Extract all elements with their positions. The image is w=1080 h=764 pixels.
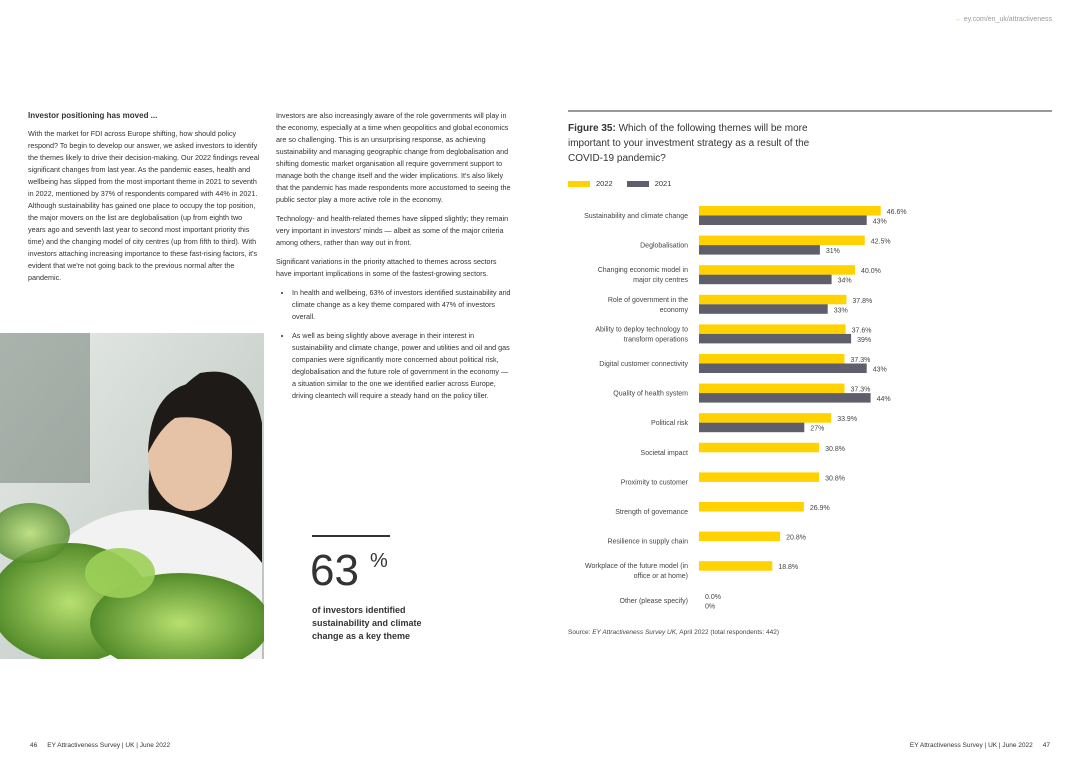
footer-right: [910, 742, 1050, 749]
category-label-line: Role of government in the: [607, 296, 688, 304]
figure-question: Which of the following themes will be more important to your investment strategy as a result of the COVID-19 pandemic?: [568, 123, 810, 164]
category-label-line: Sustainability and climate change: [584, 213, 688, 220]
category-label: [620, 598, 688, 605]
category-label-line: Political risk: [651, 420, 688, 428]
bar-2021: [699, 216, 867, 226]
section-heading: Investor positioning has moved ...: [28, 111, 158, 120]
legend-label: 2022: [596, 179, 613, 188]
data-label-2022: 37.3%: [850, 386, 871, 394]
category-label-line: Other (please specify): [619, 597, 688, 605]
bar-2022: [699, 206, 881, 216]
legend-swatch: [568, 181, 590, 187]
data-label-2022: 20.8%: [786, 534, 806, 542]
bar-2021: [699, 423, 804, 433]
bar-2022: [699, 472, 819, 482]
data-label-2022: 46.6%: [886, 209, 907, 216]
bar-2022: [699, 413, 831, 423]
data-label-2021: 43%: [872, 218, 887, 226]
data-label-2021: 44%: [876, 396, 891, 404]
category-label: [613, 391, 688, 398]
category-label: [595, 326, 688, 343]
category-label-line: Digital customer connectivity: [599, 361, 688, 368]
researcher-photo: [0, 333, 264, 659]
stat-rule: [312, 535, 390, 537]
data-label-2021: 27%: [810, 425, 825, 433]
bar-2022: [699, 236, 865, 246]
bar-2022: [699, 295, 846, 305]
bar-2022: [699, 443, 819, 453]
bar-2021: [699, 275, 832, 285]
category-label-line: transform operations: [623, 336, 688, 344]
bullet-item: • In health and wellbeing, 63% of investors identified sustainability and climate change as a key theme compared with 47% of investors overall.: [292, 287, 512, 323]
category-label-line: Ability to deploy technology to: [595, 326, 688, 334]
bar-chart: [560, 200, 1060, 620]
page-number: 47: [1042, 742, 1050, 749]
data-label-2022: 0.0%: [705, 593, 721, 601]
data-label-2022: 30.8%: [825, 445, 845, 453]
data-label-2022: 33.9%: [837, 416, 858, 424]
legend-label: 2021: [654, 179, 672, 188]
data-label-2022: 18.8%: [778, 564, 799, 572]
category-label-line: economy: [659, 306, 688, 314]
data-label-2021: 33%: [833, 307, 848, 315]
left-column: [28, 110, 260, 284]
data-label-2022: 37.3%: [850, 357, 871, 364]
data-label-2021: 31%: [825, 248, 840, 256]
bullet-item: • As well as being slightly above average in their interest in sustainability and climate change, power and utilities and oil and gas companies were significantly more concerned about political risk, deglobalisation and the future role of government in the economy — a situation similar to the one we identified earlier across Europe, driving cleantech will require a steady hand on the policy tiller.: [292, 330, 512, 402]
data-label-2022: 30.8%: [825, 475, 845, 483]
middle-column: [276, 110, 512, 409]
bar-2021: [699, 393, 871, 403]
bar-2021: [699, 364, 867, 374]
category-label-line: Workplace of the future model (in: [585, 563, 688, 571]
bar-2021: [699, 334, 851, 344]
stat-unit: %: [370, 550, 388, 572]
legend-item-2022: [568, 179, 613, 188]
data-label-2022: 26.9%: [809, 505, 830, 512]
category-label-line: major city centres: [633, 277, 688, 285]
category-label: [607, 539, 688, 546]
legend-item-2021: [627, 179, 672, 188]
category-label: [615, 509, 688, 516]
figure-source: Source: EY Attractiveness Survey UK, April 2022 (total respondents: 442): [568, 629, 780, 636]
figure-title: [568, 121, 818, 166]
bar-2021: [699, 304, 828, 314]
category-label-line: Proximity to customer: [620, 479, 688, 487]
page-number: 46: [30, 742, 38, 749]
bullet-list: [276, 287, 512, 402]
data-label-2022: 42.5%: [870, 238, 891, 246]
figure-label: Figure 35:: [568, 123, 616, 134]
data-label-2022: 37.8%: [852, 297, 873, 305]
figure-rule: [568, 110, 1052, 112]
stat-number: 63: [310, 546, 359, 595]
data-label-2022: 37.6%: [851, 327, 872, 335]
chart-legend: [568, 179, 685, 188]
category-label: [584, 213, 688, 220]
legend-swatch: [627, 181, 649, 187]
arrow-icon: →: [953, 16, 961, 23]
category-label: [585, 563, 688, 580]
footer-left: [30, 742, 170, 749]
data-label-2021: 0%: [705, 603, 716, 611]
body-paragraph: Technology- and health-related themes have slipped slightly; they remain very important in investors' minds — albeit as some of the major criteria among others, rather than way out in front.: [276, 214, 509, 247]
footer-text: EY Attractiveness Survey | UK | June 2022: [909, 742, 1033, 749]
stat-caption: of investors identified sustainability and climate change as a key theme: [312, 605, 422, 641]
bar-2022: [699, 384, 844, 394]
body-paragraph: With the market for FDI across Europe shifting, how should policy respond? To begin to develop our answer, we asked investors to identify the themes likely to drive their decision-making. Our 2022 findings reveal significant changes from last year. As the pandemic eases, health and wellbeing has slipped from the most important theme in 2021 to seventh in 2022, mentioned by 37% of respondents compared with 44% in 2021. Although sustainability has gained one place to occupy the top position, the major movers on the list are deglobalisation (up from eighth two years ago and seventh last year to second most important priority this time) and the changing model of city centres (up from fifth to third). With investors attaching increasing importance to these fast-rising factors, it's evident that we're not going back to the previous normal after the pandemic.: [28, 129, 260, 282]
category-label: [621, 479, 689, 486]
data-label-2021: 39%: [857, 336, 872, 344]
category-label: [641, 450, 689, 457]
category-label-line: Deglobalisation: [640, 242, 688, 250]
category-label-line: Quality of health system: [613, 390, 688, 398]
data-label-2021: 43%: [872, 366, 887, 374]
category-label: [599, 361, 688, 368]
category-label-line: Societal impact: [640, 449, 688, 457]
bar-2021: [699, 245, 820, 255]
category-label: [598, 267, 689, 284]
category-label: [651, 420, 688, 427]
report-url[interactable]: → ey.com/en_uk/attractiveness: [953, 16, 1052, 23]
category-label-line: Changing economic model in: [597, 267, 688, 275]
bar-2022: [699, 502, 804, 512]
bar-2022: [699, 561, 772, 571]
category-label: [640, 243, 688, 250]
bar-2022: [699, 265, 855, 275]
footer-text: EY Attractiveness Survey | UK | June 2022: [47, 742, 171, 749]
data-label-2022: 40.0%: [861, 268, 881, 276]
category-label-line: Strength of governance: [615, 509, 688, 516]
bar-2022: [699, 324, 846, 334]
body-paragraph: Significant variations in the priority attached to themes across sectors have important implications in some of the fastest-growing sectors.: [276, 257, 497, 278]
data-label-2021: 34%: [837, 277, 852, 285]
category-label: [608, 297, 689, 314]
bar-2022: [699, 354, 844, 364]
bar-2022: [699, 532, 780, 542]
body-paragraph: Investors are also increasingly aware of the role governments will play in the economy, especially at a time when geopolitics and global economics are so challenging. This is an unsurprising response, as achieving sustainability and managing geographic change from deglobalisation and shifting domestic market organisation all require government support to manage both the change itself and the wider implications. It's also likely that the pandemic has made respondents more accustomed to seeing the public sector play a more active role in the economy.: [276, 111, 511, 204]
category-label-line: office or at home): [633, 573, 688, 581]
category-label-line: Resilience in supply chain: [607, 538, 688, 546]
